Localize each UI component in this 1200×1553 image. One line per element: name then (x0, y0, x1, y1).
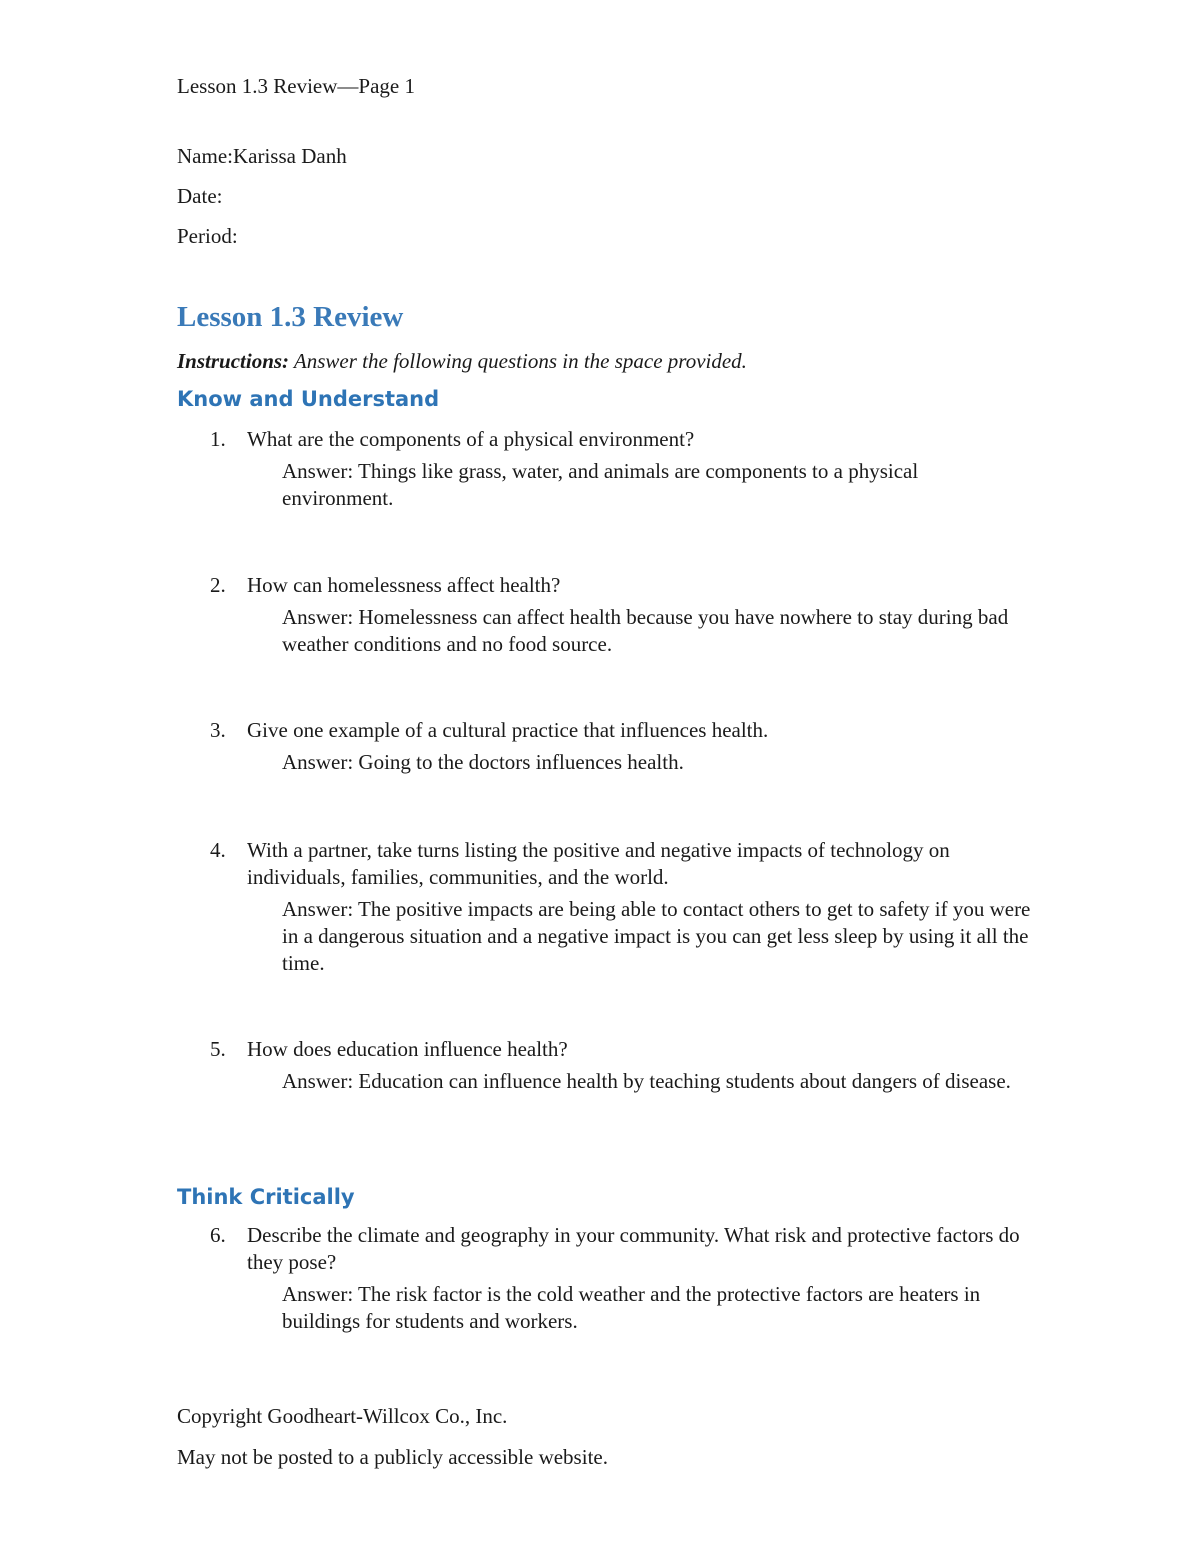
question-3 (210, 717, 1040, 776)
period-label: Period: (177, 224, 238, 248)
question-text: Describe the climate and geography in your community. What risk and protective factors do they pose? (247, 1223, 1020, 1274)
question-number: 2. (210, 573, 226, 597)
question-text: How does education influence health? (247, 1037, 568, 1061)
answer-text: Answer: Education can influence health by teaching students about dangers of disease. (282, 1069, 1011, 1093)
question-text: How can homelessness affect health? (247, 573, 561, 597)
question-1 (210, 426, 1040, 512)
instructions (177, 347, 747, 375)
name-field (177, 142, 347, 170)
copyright-notice: Copyright Goodheart-Willcox Co., Inc. (177, 1404, 508, 1428)
question-5 (210, 1036, 1040, 1095)
question-number: 3. (210, 718, 226, 742)
question-text: Give one example of a cultural practice that influences health. (247, 718, 769, 742)
question-6 (210, 1222, 1040, 1335)
instructions-lead: Instructions: (177, 349, 290, 373)
answer-text: Answer: The positive impacts are being able to contact others to get to safety if you were in a dangerous situation and a negative impact is you can get less sleep by using it all the time. (282, 897, 1031, 975)
answer-text: Answer: The risk factor is the cold weather and the protective factors are heaters in buildings for students and workers. (282, 1282, 981, 1333)
section-heading-think-critically: Think Critically (177, 1185, 355, 1209)
instructions-text: Answer the following questions in the space provided. (289, 349, 747, 373)
name-label: Name: (177, 144, 233, 168)
document-title: Lesson 1.3 Review (177, 301, 404, 333)
answer-text: Answer: Things like grass, water, and animals are components to a physical environment. (282, 459, 919, 510)
question-4 (210, 837, 1040, 977)
date-field (177, 182, 222, 210)
question-number: 5. (210, 1037, 226, 1061)
question-text: With a partner, take turns listing the positive and negative impacts of technology on individuals, families, communities, and the world. (247, 838, 950, 889)
question-number: 6. (210, 1223, 226, 1247)
question-number: 1. (210, 427, 226, 451)
name-value: Karissa Danh (232, 144, 347, 168)
date-label: Date: (177, 184, 223, 208)
question-2 (210, 572, 1040, 658)
question-number: 4. (210, 838, 226, 862)
question-text: What are the components of a physical environment? (247, 427, 695, 451)
answer-text: Answer: Going to the doctors influences health. (282, 750, 684, 774)
posting-notice: May not be posted to a publicly accessible website. (177, 1445, 608, 1469)
page-header: Lesson 1.3 Review—Page 1 (177, 74, 415, 98)
section-heading-know-and-understand: Know and Understand (177, 387, 440, 411)
period-field (177, 222, 238, 250)
answer-text: Answer: Homelessness can affect health because you have nowhere to stay during bad weather conditions and no food source. (282, 605, 1009, 656)
